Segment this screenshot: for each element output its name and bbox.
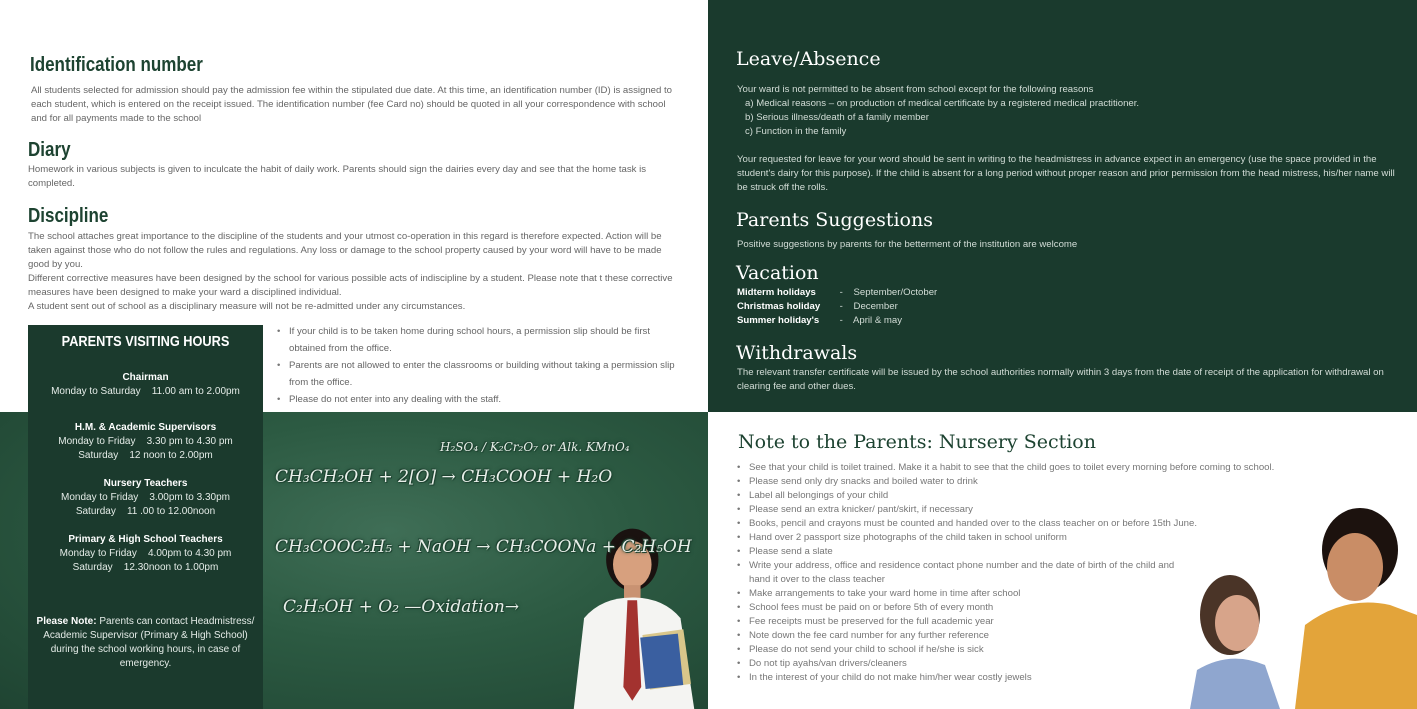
leave-section	[737, 83, 1397, 195]
leave-intro: Your ward is not permitted to be absent from school except for the following reasons	[737, 84, 1094, 95]
list-item: • Hand over 2 passport size photographs of the child taken in school uniform	[737, 531, 1317, 545]
vacation-item: Summer holiday's - April & may	[737, 315, 903, 326]
list-item: • Write your address, office and residence contact phone number and the date of birth of the child and hand it over to the class teacher	[737, 559, 1187, 587]
nursery-heading: Note to the Parents: Nursery Section	[738, 431, 1096, 453]
list-item: • School fees must be paid on or before 5th of every month	[737, 601, 1317, 615]
discipline-paragraph: A student sent out of school as a disciplinary measure will not be re-admitted under any circumstances.	[28, 301, 466, 312]
list-item: • In the interest of your child do not make him/her wear costly jewels	[737, 671, 1317, 685]
discipline-paragraph: Different corrective measures have been designed by the school for various possible acts of indiscipline by a student. Please note that t these corrective measures have been designed to make your ward a disciplined individual.	[28, 273, 673, 298]
list-item: • See that your child is toilet trained. Make it a habit to see that the child goes to toilet every morning before coming to school.	[737, 461, 1317, 475]
leave-reason: b) Serious illness/death of a family member	[745, 112, 929, 123]
visiting-hours-title: PARENTS VISITING HOURS	[61, 333, 230, 350]
suggestions-heading: Parents Suggestions	[736, 209, 933, 231]
list-item: • If your child is to be taken home during school hours, a permission slip should be first obtained from the office.	[277, 323, 687, 357]
vacation-when: September/October	[853, 287, 938, 298]
withdrawals-text: The relevant transfer certificate will be issued by the school authorities normally within 3 days from the date of receipt of the application for withdrawal on clearing fee and other dues.	[737, 367, 1384, 392]
chalk-equation: CH₃CH₂OH + 2[O] → CH₃COOH + H₂O	[275, 467, 613, 487]
visiting-note	[28, 615, 263, 671]
list-item: • Do not tip ayahs/van drivers/cleaners	[737, 657, 1317, 671]
visiting-time: Monday to Friday 3.00pm to 3.30pm	[61, 492, 230, 503]
leave-reason: c) Function in the family	[745, 126, 847, 137]
vacation-name: Summer holiday's	[737, 315, 820, 326]
vacation-when: April & may	[853, 315, 903, 326]
visiting-role: Chairman	[122, 372, 169, 383]
visiting-group-nursery	[28, 477, 263, 519]
note-label: Please Note:	[36, 616, 97, 627]
vacation-item: Midterm holidays - September/October	[737, 287, 938, 298]
visiting-time: Saturday 11 .00 to 12.00noon	[75, 506, 216, 517]
vacation-when: December	[853, 301, 898, 312]
list-item: • Label all belongings of your child	[737, 489, 1317, 503]
list-item: • Fee receipts must be preserved for the full academic year	[737, 615, 1317, 629]
chalk-equation: C₂H₅OH + O₂ —Oxidation→	[283, 597, 520, 617]
visiting-role: H.M. & Academic Supervisors	[74, 422, 217, 433]
discipline-paragraph: The school attaches great importance to the discipline of the students and your utmost co-operation in this regard is therefore expected. Action will be taken against those who do not follow the rules and regulations. Any loss or damage to the school property caused by your word will have to be made good by you.	[28, 231, 662, 270]
vacation-item: Christmas holiday - December	[737, 301, 898, 312]
vacation-list	[737, 286, 937, 328]
discipline-text	[28, 230, 683, 314]
visiting-group-hm	[28, 421, 263, 463]
visiting-time: Saturday 12.30noon to 1.00pm	[72, 562, 219, 573]
visiting-time: Monday to Saturday 11.00 am to 2.00pm	[51, 386, 240, 397]
identification-text: All students selected for admission should pay the admission fee within the stipulated due date. At this time, an identification number (ID) is assigned to each student, which is entered on the receipt issued. The identification number (fee Card no) should be quoted in all your correspondence with school and for all payments made to the school	[31, 85, 673, 124]
leave-heading: Leave/Absence	[736, 48, 881, 70]
nursery-list	[737, 461, 1317, 685]
list-item: • Parents are not allowed to enter the classrooms or building without taking a permission slip from the office.	[277, 357, 687, 391]
leave-text: Your requested for leave for your word should be sent in writing to the headmistress in advance expect in an emergency (use the space provided in the student's dairy for this purpose). If the child is absent for a long period without proper reason and prior permission from the head mistress, his/her name will be struck off the rolls.	[737, 154, 1395, 193]
list-item: • Note down the fee card number for any further reference	[737, 629, 1317, 643]
vacation-heading: Vacation	[736, 262, 819, 284]
list-item: • Books, pencil and crayons must be counted and handed over to the class teacher on or before 15th June.	[737, 517, 1317, 531]
visiting-time: Monday to Friday 4.00pm to 4.30 pm	[59, 548, 232, 559]
note-text: Parents can contact Headmistress/ Academic Supervisor (Primary & High School) during the school working hours, in case of emergency.	[43, 616, 255, 669]
visiting-hours-panel	[28, 325, 263, 709]
chalk-equation: CH₃COOC₂H₅ + NaOH → CH₃COONa + C₂H₅OH	[275, 537, 692, 557]
visiting-role: Nursery Teachers	[103, 478, 188, 489]
visiting-time: Saturday 12 noon to 2.00pm	[78, 450, 213, 461]
visiting-time: Monday to Friday 3.30 pm to 4.30 pm	[58, 436, 233, 447]
list-item: • Please send an extra knicker/ pant/skirt, if necessary	[737, 503, 1317, 517]
list-item: • Please do not send your child to school if he/she is sick	[737, 643, 1317, 657]
visiting-role: Primary & High School Teachers	[68, 534, 223, 545]
identification-heading: Identification number	[30, 54, 203, 76]
visiting-group-chairman	[28, 371, 263, 399]
vacation-name: Midterm holidays	[737, 287, 816, 298]
right-info-panel	[708, 0, 1417, 412]
visiting-rules-list	[277, 323, 687, 408]
diary-heading: Diary	[28, 139, 71, 161]
student-illustration	[560, 472, 708, 709]
vacation-name: Christmas holiday	[737, 301, 821, 312]
list-item: • Please do not enter into any dealing with the staff.	[277, 391, 687, 408]
discipline-heading: Discipline	[28, 205, 109, 227]
list-item: • Make arrangements to take your ward home in time after school	[737, 587, 1317, 601]
chalk-equation: H₂SO₄ / K₂Cr₂O₇ or Alk. KMnO₄	[440, 440, 630, 454]
leave-reason: a) Medical reasons – on production of medical certificate by a registered medical practitioner.	[745, 98, 1140, 109]
diary-text: Homework in various subjects is given to inculcate the habit of daily work. Parents should sign the dairies every day and see that the home task is completed.	[28, 164, 647, 189]
list-item: • Please send only dry snacks and boiled water to drink	[737, 475, 1317, 489]
withdrawals-heading: Withdrawals	[736, 342, 858, 364]
visiting-group-primary	[28, 533, 263, 575]
suggestions-text: Positive suggestions by parents for the betterment of the institution are welcome	[737, 239, 1078, 250]
list-item: • Please send a slate	[737, 545, 1317, 559]
